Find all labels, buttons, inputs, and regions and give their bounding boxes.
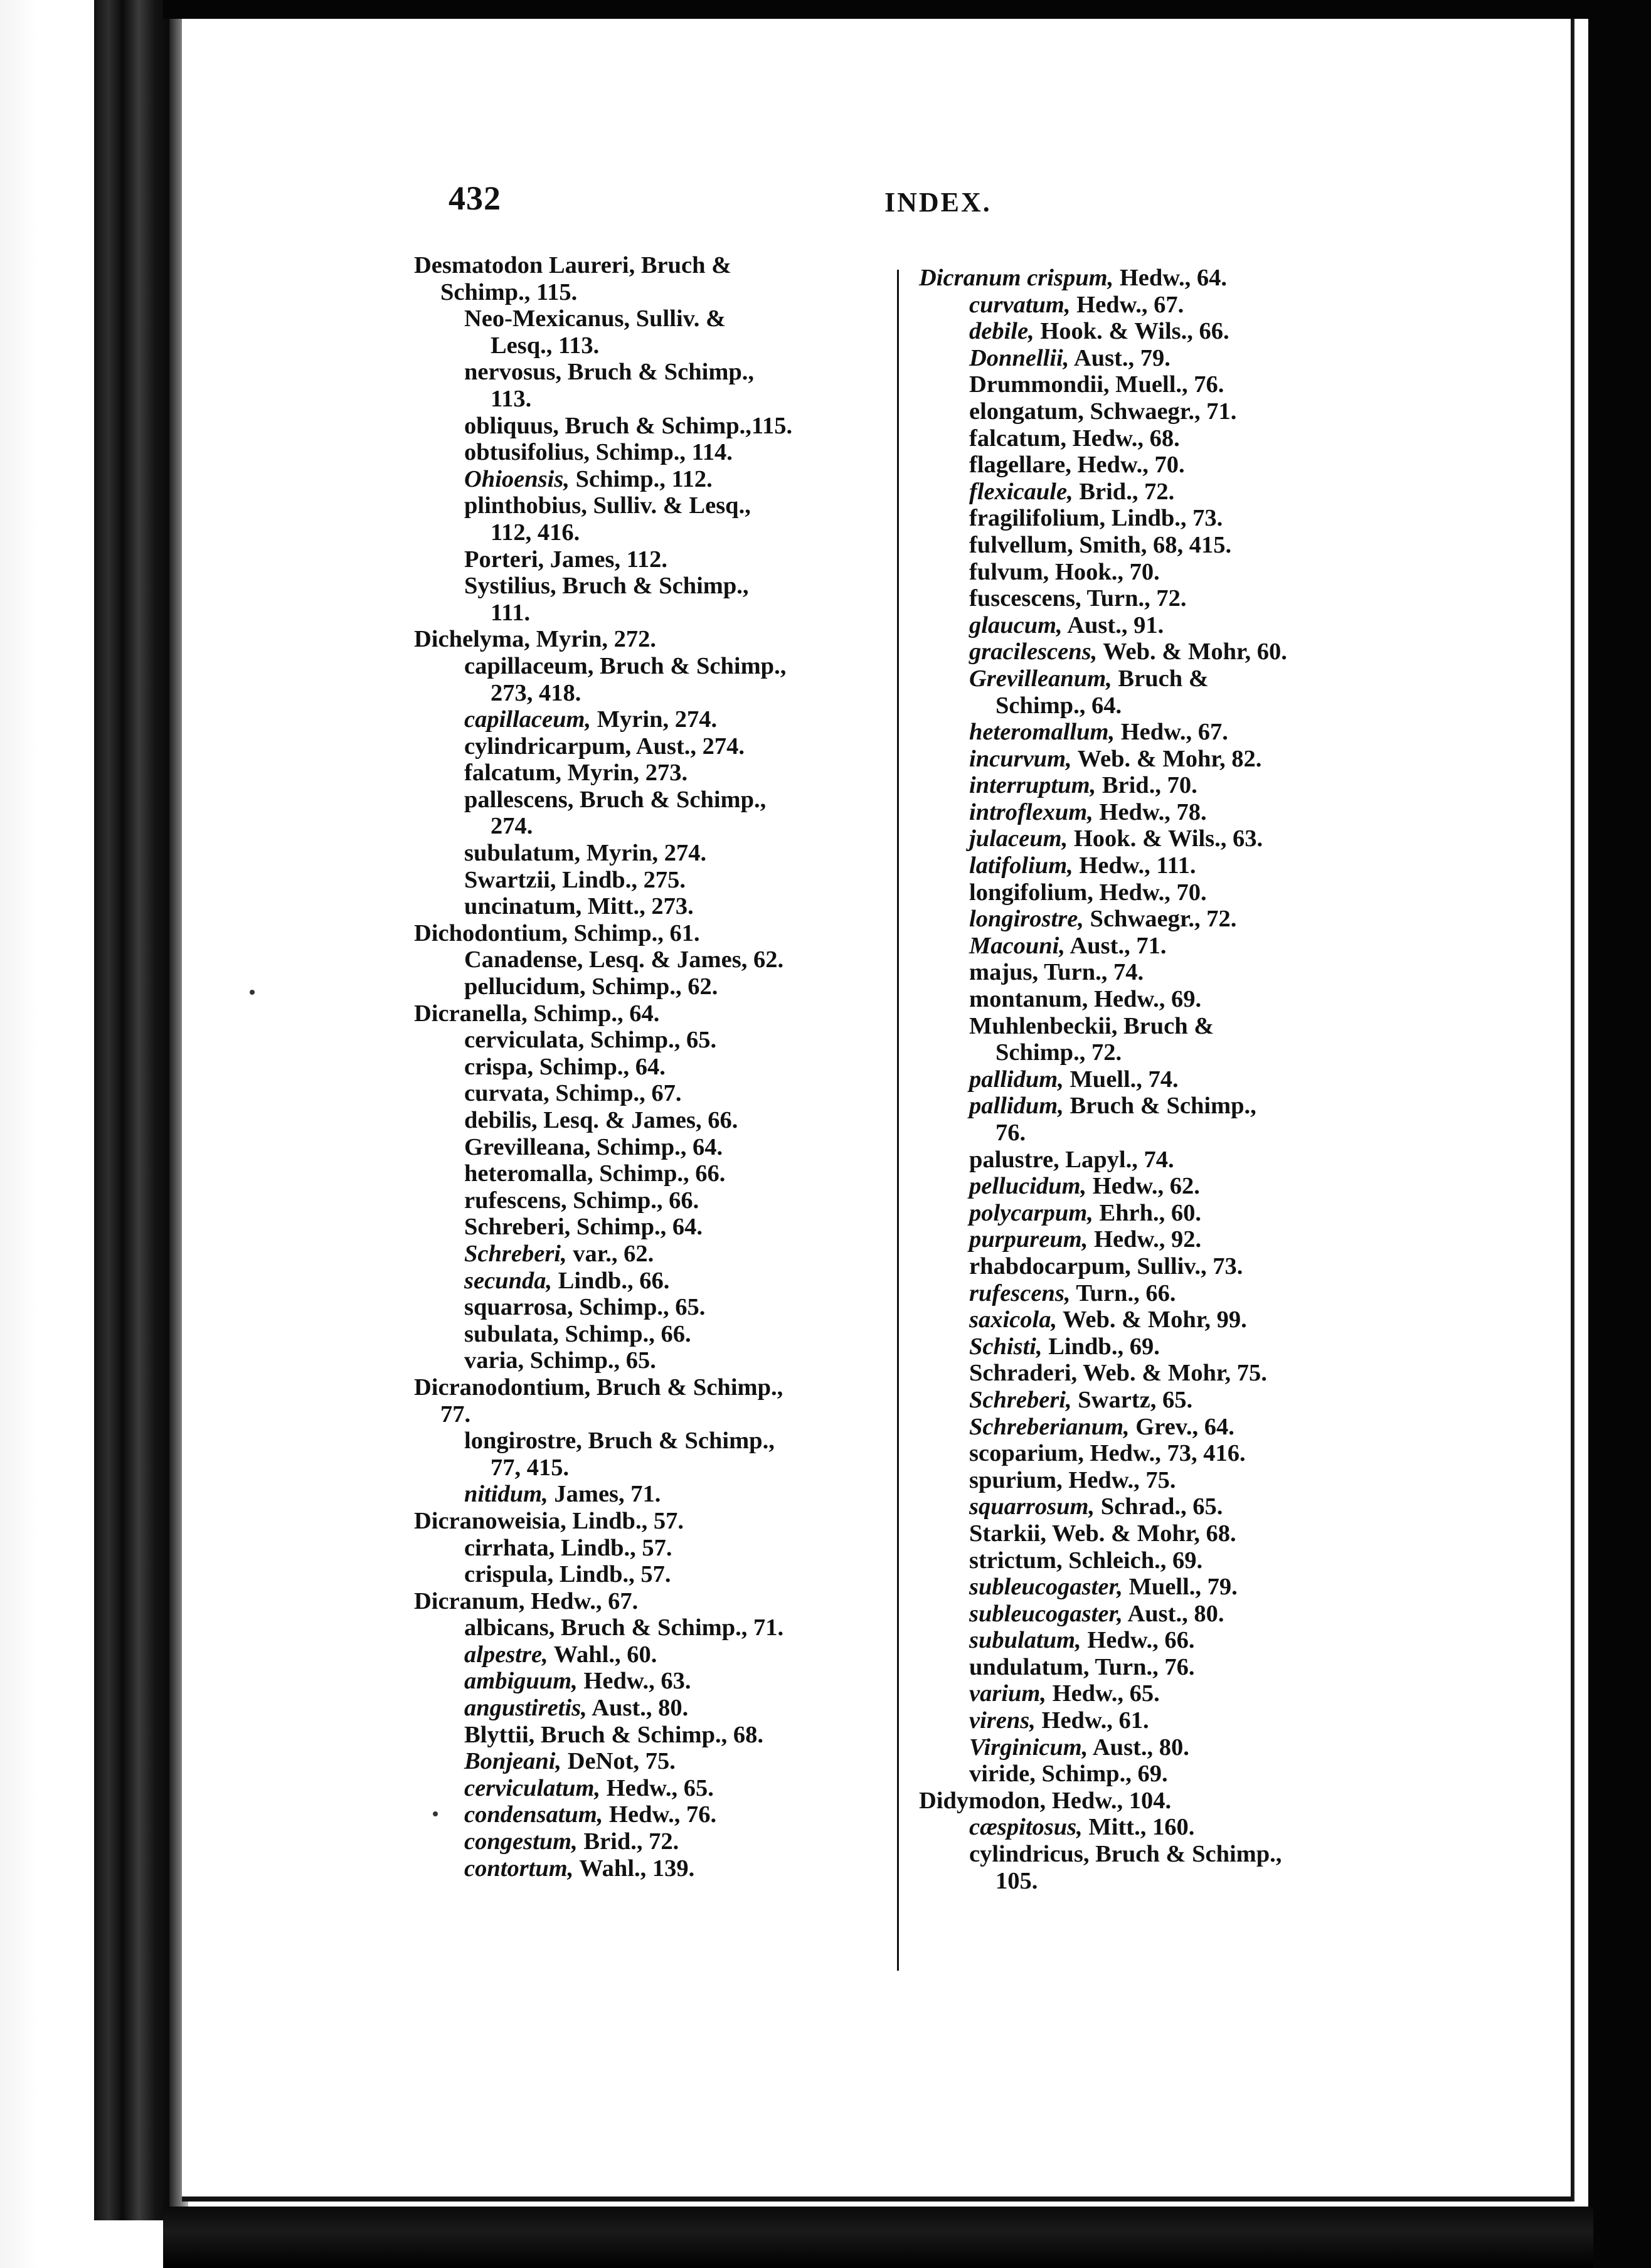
left-margin — [0, 0, 38, 2268]
entry-continuation: 112, 416. — [491, 519, 580, 546]
index-heading-entry — [414, 626, 922, 653]
entry-text: plinthobius, Sulliv. & Lesq., — [464, 492, 751, 519]
index-subentry — [414, 946, 922, 973]
entry-text: elongatum, Schwaegr., 71. — [969, 398, 1237, 425]
entry-italic-name: incurvum, — [969, 745, 1072, 772]
entry-text: curvata, Schimp., 67. — [464, 1080, 682, 1107]
entry-text: varia, Schimp., 65. — [464, 1347, 656, 1374]
index-subentry — [414, 1187, 922, 1214]
entry-italic-name: ambiguum, — [464, 1668, 578, 1695]
entry-text: squarrosum, Schrad., 65. — [969, 1493, 1223, 1520]
entry-text: Macouni, Aust., 71. — [969, 932, 1167, 959]
entry-text: fragilifolium, Lindb., 73. — [969, 505, 1223, 532]
index-subentry — [919, 559, 1446, 586]
entry-text: Starkii, Web. & Mohr, 68. — [969, 1520, 1236, 1547]
index-subentry — [919, 1360, 1446, 1387]
index-column-right — [919, 265, 1446, 1894]
entry-text: fulvellum, Smith, 68, 415. — [969, 531, 1232, 558]
index-subentry — [414, 760, 922, 787]
index-subentry — [919, 292, 1446, 319]
entry-italic-name: virens, — [969, 1707, 1036, 1734]
index-subentry — [919, 746, 1446, 773]
entry-text: Donnellii, Aust., 79. — [969, 344, 1171, 371]
entry-text: falcatum, Hedw., 68. — [969, 425, 1180, 452]
entry-italic-name: julaceum, — [969, 825, 1068, 852]
entry-text: heteromallum, Hedw., 67. — [969, 719, 1228, 746]
entry-continuation: 273, 418. — [491, 679, 581, 706]
index-subentry — [919, 532, 1446, 559]
index-subentry — [414, 1107, 922, 1134]
index-column-left — [414, 252, 922, 1882]
entry-text: julaceum, Hook. & Wils., 63. — [969, 825, 1263, 852]
index-subentry — [414, 1722, 922, 1749]
entry-italic-name: pallidum, — [969, 1066, 1064, 1093]
index-subentry — [414, 1748, 922, 1775]
entry-text: Dichodontium, Schimp., 61. — [414, 919, 700, 946]
index-subentry — [414, 1428, 922, 1481]
entry-italic-name: heteromallum, — [969, 719, 1115, 746]
entry-italic-name: condensatum, — [464, 1801, 603, 1828]
index-subentry — [414, 1160, 922, 1187]
entry-text: palustre, Lapyl., 74. — [969, 1146, 1174, 1173]
entry-text: Schreberi, Schimp., 64. — [464, 1214, 703, 1241]
index-subentry — [414, 867, 922, 894]
entry-text: crispula, Lindb., 57. — [464, 1561, 671, 1588]
entry-text: Swartzii, Lindb., 275. — [464, 866, 686, 893]
bottom-scan-border — [163, 2207, 1593, 2268]
index-subentry — [919, 986, 1446, 1013]
entry-italic-name: pallidum, — [969, 1093, 1064, 1120]
index-subentry — [414, 573, 922, 626]
entry-text: falcatum, Myrin, 273. — [464, 760, 688, 787]
index-subentry — [414, 893, 922, 920]
entry-text: longifolium, Hedw., 70. — [969, 879, 1207, 906]
entry-text: subleucogaster, Muell., 79. — [969, 1574, 1238, 1601]
entry-continuation: Schimp., 64. — [995, 692, 1122, 719]
index-subentry — [414, 413, 922, 440]
entry-italic-name: glaucum, — [969, 612, 1063, 639]
index-heading-entry — [414, 1000, 922, 1027]
index-subentry — [919, 1654, 1446, 1681]
entry-text: Muhlenbeckii, Bruch & — [969, 1012, 1214, 1039]
index-subentry — [414, 840, 922, 867]
entry-text: cæspitosus, Mitt., 160. — [969, 1814, 1195, 1841]
entry-text: Ohioensis, Schimp., 112. — [464, 465, 713, 492]
entry-italic-name: Dicranum crispum, — [919, 265, 1114, 291]
entry-text: subleucogaster, Aust., 80. — [969, 1600, 1224, 1627]
entry-italic-name: interruptum, — [969, 772, 1096, 799]
entry-text: capillaceum, Myrin, 274. — [464, 706, 718, 733]
index-subentry — [414, 1294, 922, 1321]
index-subentry — [414, 1268, 922, 1295]
index-subentry — [919, 1734, 1446, 1761]
entry-text: flagellare, Hedw., 70. — [969, 452, 1185, 479]
entry-italic-name: capillaceum, — [464, 706, 592, 733]
entry-text: Neo-Mexicanus, Sulliv. & — [464, 305, 726, 332]
index-subentry — [414, 733, 922, 760]
index-subentry — [414, 466, 922, 493]
entry-text: debilis, Lesq. & James, 66. — [464, 1107, 738, 1133]
entry-text: longirostre, Schwaegr., 72. — [969, 906, 1237, 933]
entry-italic-name: subulatum, — [969, 1627, 1081, 1654]
entry-italic-name: saxicola, — [969, 1306, 1058, 1333]
index-subentry — [414, 1828, 922, 1855]
entry-text: longirostre, Bruch & Schimp., — [464, 1428, 775, 1455]
entry-italic-name: Schreberi, — [969, 1386, 1072, 1413]
index-subentry — [919, 1093, 1446, 1146]
entry-italic-name: Grevilleanum, — [969, 665, 1112, 692]
index-subentry — [414, 1695, 922, 1722]
entry-text: rufescens, Schimp., 66. — [464, 1187, 699, 1214]
entry-text: Desmatodon Laureri, Bruch & — [414, 252, 732, 278]
index-subentry — [919, 852, 1446, 879]
entry-text: Dicranoweisia, Lindb., 57. — [414, 1507, 684, 1534]
entry-italic-name: Schreberi, — [464, 1240, 567, 1267]
index-subentry — [919, 1627, 1446, 1654]
entry-text: undulatum, Turn., 76. — [969, 1653, 1195, 1680]
index-subentry — [919, 1814, 1446, 1841]
entry-italic-name: Schisti, — [969, 1333, 1043, 1360]
entry-text: spurium, Hedw., 75. — [969, 1466, 1176, 1493]
entry-text: varium, Hedw., 65. — [969, 1680, 1160, 1707]
entry-continuation: 76. — [995, 1120, 1026, 1146]
index-subentry — [919, 933, 1446, 960]
entry-italic-name: nitidum, — [464, 1481, 548, 1508]
index-heading-entry — [414, 1508, 922, 1535]
index-heading-entry — [414, 252, 922, 305]
entry-text: cylindricarpum, Aust., 274. — [464, 733, 745, 760]
entry-text: Blyttii, Bruch & Schimp., 68. — [464, 1721, 764, 1748]
entry-text: contortum, Wahl., 139. — [464, 1855, 695, 1882]
entry-continuation: 113. — [491, 385, 532, 412]
entry-continuation: 77. — [440, 1401, 471, 1428]
index-heading-entry — [919, 265, 1446, 292]
entry-continuation: 274. — [491, 813, 533, 840]
entry-text: uncinatum, Mitt., 273. — [464, 893, 694, 920]
index-subentry — [414, 359, 922, 412]
index-subentry — [414, 1641, 922, 1668]
entry-text: incurvum, Web. & Mohr, 82. — [969, 745, 1262, 772]
entry-text: cerviculata, Schimp., 65. — [464, 1027, 717, 1054]
index-subentry — [919, 1253, 1446, 1280]
entry-italic-name: subleucogaster, — [969, 1574, 1123, 1601]
entry-text: secunda, Lindb., 66. — [464, 1267, 670, 1294]
index-subentry — [414, 1080, 922, 1107]
index-subentry — [919, 1707, 1446, 1734]
index-subentry — [414, 1027, 922, 1054]
entry-text: subulatum, Hedw., 66. — [969, 1627, 1195, 1654]
entry-text: Systilius, Bruch & Schimp., — [464, 573, 749, 600]
book-spine-shadow — [94, 0, 176, 2220]
index-subentry — [414, 1801, 922, 1828]
entry-italic-name: pellucidum, — [969, 1173, 1087, 1200]
entry-italic-name: introflexum, — [969, 798, 1093, 825]
entry-italic-name: longirostre, — [969, 906, 1084, 933]
index-subentry — [919, 1066, 1446, 1093]
index-heading-entry — [414, 920, 922, 947]
index-subentry — [919, 452, 1446, 479]
entry-text: condensatum, Hedw., 76. — [464, 1801, 717, 1828]
index-subentry — [919, 1414, 1446, 1441]
index-subentry — [919, 1280, 1446, 1307]
entry-text: angustiretis, Aust., 80. — [464, 1695, 689, 1722]
running-title: INDEX. — [884, 187, 992, 218]
entry-continuation: 105. — [995, 1867, 1038, 1894]
entry-text: gracilescens, Web. & Mohr, 60. — [969, 639, 1287, 665]
entry-text: montanum, Hedw., 69. — [969, 986, 1202, 1013]
entry-text: nitidum, James, 71. — [464, 1481, 661, 1508]
entry-text: Dicranum, Hedw., 67. — [414, 1587, 639, 1614]
index-subentry — [414, 1054, 922, 1081]
entry-continuation: 77, 415. — [491, 1454, 570, 1481]
index-subentry — [414, 1561, 922, 1588]
entry-text: obliquus, Bruch & Schimp.,115. — [464, 412, 793, 439]
index-subentry — [919, 505, 1446, 532]
entry-text: debile, Hook. & Wils., 66. — [969, 318, 1229, 345]
index-subentry — [919, 1601, 1446, 1628]
index-subentry — [414, 1214, 922, 1241]
entry-text: cirrhata, Lindb., 57. — [464, 1534, 672, 1561]
entry-text: flexicaule, Brid., 72. — [969, 478, 1175, 505]
index-subentry — [414, 1668, 922, 1695]
entry-text: saxicola, Web. & Mohr, 99. — [969, 1306, 1247, 1333]
entry-text: scoparium, Hedw., 73, 416. — [969, 1440, 1246, 1467]
entry-text: Dicranum crispum, Hedw., 64. — [919, 265, 1227, 291]
entry-text: ambiguum, Hedw., 63. — [464, 1668, 691, 1695]
index-subentry — [919, 398, 1446, 425]
entry-italic-name: alpestre, — [464, 1641, 548, 1668]
index-subentry — [414, 653, 922, 706]
entry-text: latifolium, Hedw., 111. — [969, 852, 1196, 879]
entry-italic-name: debile, — [969, 318, 1034, 345]
entry-text: subulatum, Myrin, 274. — [464, 840, 707, 867]
entry-text: curvatum, Hedw., 67. — [969, 291, 1184, 318]
index-subentry — [414, 1614, 922, 1641]
index-subentry — [919, 639, 1446, 665]
index-subentry — [919, 799, 1446, 826]
index-subentry — [919, 612, 1446, 639]
entry-text: Virginicum, Aust., 80. — [969, 1734, 1189, 1761]
entry-text: nervosus, Bruch & Schimp., — [464, 359, 755, 386]
index-subentry — [414, 305, 922, 359]
entry-italic-name: Macouni, — [969, 932, 1065, 959]
entry-text: Schreberianum, Grev., 64. — [969, 1413, 1234, 1440]
entry-text: pallidum, Muell., 74. — [969, 1066, 1179, 1093]
entry-continuation: Schimp., 72. — [995, 1039, 1122, 1066]
entry-text: polycarpum, Ehrh., 60. — [969, 1199, 1202, 1226]
entry-text: viride, Schimp., 69. — [969, 1761, 1168, 1788]
index-subentry — [919, 1200, 1446, 1227]
index-subentry — [414, 1134, 922, 1161]
index-subentry — [414, 1347, 922, 1374]
index-subentry — [919, 1547, 1446, 1574]
index-heading-entry — [414, 1374, 922, 1428]
index-subentry — [919, 719, 1446, 746]
index-subentry — [919, 1306, 1446, 1333]
index-subentry — [919, 371, 1446, 398]
entry-italic-name: cerviculatum, — [464, 1774, 601, 1801]
entry-text: Dichelyma, Myrin, 272. — [414, 626, 657, 653]
entry-text: pellucidum, Schimp., 62. — [464, 973, 718, 1000]
index-subentry — [919, 1387, 1446, 1414]
index-subentry — [414, 546, 922, 573]
index-subentry — [919, 1761, 1446, 1788]
entry-italic-name: Ohioensis, — [464, 465, 570, 492]
index-subentry — [919, 1574, 1446, 1601]
index-subentry — [919, 1440, 1446, 1467]
page-number: 432 — [449, 179, 501, 217]
entry-continuation: Lesq., 113. — [491, 332, 600, 359]
index-subentry — [919, 906, 1446, 933]
entry-text: albicans, Bruch & Schimp., 71. — [464, 1614, 784, 1641]
index-subentry — [919, 479, 1446, 506]
entry-text: Canadense, Lesq. & James, 62. — [464, 946, 784, 973]
entry-italic-name: varium, — [969, 1680, 1047, 1707]
entry-text: fuscescens, Turn., 72. — [969, 585, 1187, 612]
index-subentry — [919, 1173, 1446, 1200]
entry-text: Schraderi, Web. & Mohr, 75. — [969, 1360, 1267, 1387]
entry-italic-name: Virginicum, — [969, 1734, 1088, 1761]
index-subentry — [919, 1333, 1446, 1360]
entry-text: majus, Turn., 74. — [969, 959, 1144, 986]
entry-text: obtusifolius, Schimp., 114. — [464, 439, 733, 466]
entry-italic-name: angustiretis, — [464, 1695, 587, 1722]
entry-text: Grevilleanum, Bruch & — [969, 665, 1209, 692]
entry-text: Schreberi, var., 62. — [464, 1240, 654, 1267]
entry-text: virens, Hedw., 61. — [969, 1707, 1149, 1734]
entry-italic-name: polycarpum, — [969, 1199, 1093, 1226]
entry-italic-name: cæspitosus, — [969, 1814, 1083, 1841]
index-subentry — [414, 1321, 922, 1348]
right-scan-border — [1588, 0, 1651, 2268]
entry-italic-name: subleucogaster, — [969, 1600, 1123, 1627]
entry-text: glaucum, Aust., 91. — [969, 612, 1164, 639]
entry-text: pallidum, Bruch & Schimp., — [969, 1093, 1256, 1120]
entry-text: crispa, Schimp., 64. — [464, 1053, 666, 1080]
entry-italic-name: Donnellii, — [969, 344, 1070, 371]
index-subentry — [414, 1241, 922, 1268]
entry-text: purpureum, Hedw., 92. — [969, 1226, 1202, 1253]
entry-text: Didymodon, Hedw., 104. — [919, 1787, 1172, 1814]
entry-text: rufescens, Turn., 66. — [969, 1280, 1176, 1306]
index-subentry — [414, 973, 922, 1000]
index-subentry — [919, 772, 1446, 799]
index-subentry — [919, 879, 1446, 906]
entry-italic-name: curvatum, — [969, 291, 1071, 318]
entry-italic-name: gracilescens, — [969, 639, 1098, 665]
entry-text: Grevilleana, Schimp., 64. — [464, 1133, 723, 1160]
entry-italic-name: contortum, — [464, 1855, 574, 1882]
index-subentry — [919, 1520, 1446, 1547]
entry-text: cylindricus, Bruch & Schimp., — [969, 1841, 1282, 1868]
entry-text: fulvum, Hook., 70. — [969, 558, 1160, 585]
entry-text: Bonjeani, DeNot, 75. — [464, 1748, 676, 1775]
entry-text: alpestre, Wahl., 60. — [464, 1641, 657, 1668]
entry-text: squarrosa, Schimp., 65. — [464, 1294, 706, 1321]
index-heading-entry — [414, 1588, 922, 1615]
entry-text: congestum, Brid., 72. — [464, 1828, 679, 1855]
right-page-gap — [1574, 19, 1588, 2252]
index-subentry — [919, 1013, 1446, 1066]
index-subentry — [414, 1481, 922, 1508]
entry-text: cerviculatum, Hedw., 65. — [464, 1774, 714, 1801]
entry-text: Porteri, James, 112. — [464, 546, 667, 573]
index-subentry — [414, 787, 922, 840]
entry-italic-name: rufescens, — [969, 1280, 1071, 1306]
entry-italic-name: purpureum, — [969, 1226, 1088, 1253]
index-subentry — [919, 1841, 1446, 1894]
entry-text: interruptum, Brid., 70. — [969, 772, 1197, 799]
entry-italic-name: congestum, — [464, 1828, 578, 1855]
entry-text: heteromalla, Schimp., 66. — [464, 1160, 726, 1187]
entry-text: rhabdocarpum, Sulliv., 73. — [969, 1253, 1243, 1280]
entry-text: pallescens, Bruch & Schimp., — [464, 786, 767, 813]
index-subentry — [919, 1467, 1446, 1494]
index-subentry — [414, 439, 922, 466]
index-subentry — [919, 825, 1446, 852]
entry-text: strictum, Schleich., 69. — [969, 1547, 1203, 1574]
index-subentry — [919, 959, 1446, 986]
entry-text: Dicranodontium, Bruch & Schimp., — [414, 1374, 783, 1401]
index-subentry — [414, 1535, 922, 1562]
entry-text: Schreberi, Swartz, 65. — [969, 1386, 1193, 1413]
index-subentry — [919, 1493, 1446, 1520]
index-subentry — [919, 665, 1446, 719]
entry-italic-name: latifolium, — [969, 852, 1073, 879]
entry-continuation: Schimp., 115. — [440, 278, 578, 305]
entry-text: pellucidum, Hedw., 62. — [969, 1173, 1200, 1200]
entry-text: Dicranella, Schimp., 64. — [414, 1000, 660, 1027]
index-subentry — [919, 1226, 1446, 1253]
entry-italic-name: Bonjeani, — [464, 1748, 562, 1775]
index-subentry — [414, 706, 922, 733]
entry-italic-name: secunda, — [464, 1267, 553, 1294]
index-subentry — [919, 318, 1446, 345]
page-header — [449, 179, 1076, 229]
ink-speck — [250, 990, 255, 995]
index-subentry — [414, 1855, 922, 1882]
index-subentry — [414, 1775, 922, 1802]
index-subentry — [919, 1147, 1446, 1174]
entry-italic-name: squarrosum, — [969, 1493, 1095, 1520]
index-heading-entry — [919, 1788, 1446, 1815]
index-subentry — [919, 585, 1446, 612]
entry-italic-name: flexicaule, — [969, 478, 1073, 505]
top-scan-border — [163, 0, 1651, 19]
index-subentry — [919, 345, 1446, 372]
entry-continuation: 111. — [491, 599, 531, 626]
entry-text: Schisti, Lindb., 69. — [969, 1333, 1160, 1360]
entry-text: introflexum, Hedw., 78. — [969, 798, 1207, 825]
index-subentry — [919, 1680, 1446, 1707]
entry-text: capillaceum, Bruch & Schimp., — [464, 652, 787, 679]
entry-text: subulata, Schimp., 66. — [464, 1320, 691, 1347]
entry-text: Drummondii, Muell., 76. — [969, 371, 1224, 398]
index-subentry — [919, 425, 1446, 452]
entry-italic-name: Schreberianum, — [969, 1413, 1130, 1440]
index-subentry — [414, 492, 922, 546]
